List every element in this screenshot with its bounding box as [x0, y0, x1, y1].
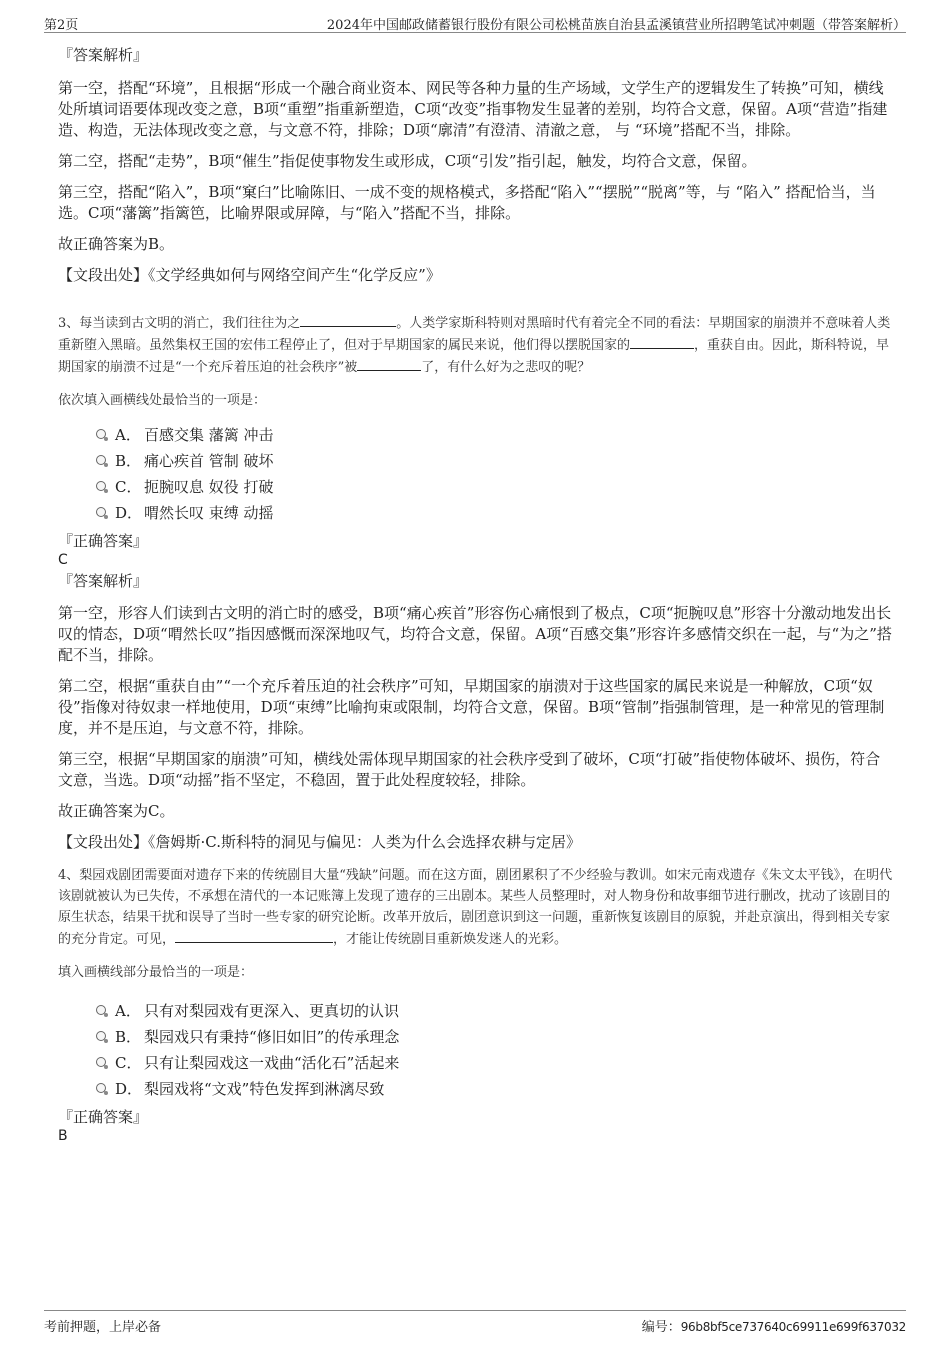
radio-icon[interactable] [96, 481, 106, 491]
code-label: 编号： [641, 1320, 681, 1335]
analysis-paragraph: 第三空，搭配“陷入”，B项“窠臼”比喻陈旧、一成不变的规格模式，多搭配“陷入”“摆脱”“脱离”等，与 “陷入” 搭配恰当，当选。C项“藩篱”指篱笆，比喻界限或屏障，与“陷入”搭配不当，排除。 [58, 183, 876, 222]
footer-slogan: 考前押题，上岸必备 [44, 1320, 162, 1335]
option-text: 梨园戏只有秉持“修旧如旧”的传承理念 [144, 1028, 400, 1046]
option-text: 百感交集 藩篱 冲击 [144, 426, 274, 444]
analysis-paragraph: 第二空，根据“重获自由”“一个充斥着压迫的社会秩序”可知，早期国家的崩溃对于这些国家的属民来说是一种解放，C项“奴役”指像对待奴隶一样地使用，D项“束缚”比喻拘束或限制，均符合文意，保留。B项“管制”指强制管理，是一种常见的管理制度，并不是压迫，与文意不符，排除。 [58, 677, 885, 737]
question-4-prompt: 填入画横线部分最恰当的一项是： [58, 965, 254, 980]
fill-blank [630, 334, 694, 349]
correct-answer-label: 『正确答案』 [58, 1108, 149, 1126]
option-letter: D． [115, 1080, 143, 1098]
correct-answer-label: 『正确答案』 [58, 532, 149, 550]
option-b[interactable] [58, 447, 893, 473]
footer-code [642, 1316, 906, 1335]
source-citation: 【文段出处】《詹姆斯·C.斯科特的洞见与偏见：人类为什么会选择农耕与定居》 [58, 833, 581, 851]
option-text: 只有对梨园戏有更深入、更真切的认识 [144, 1002, 400, 1020]
analysis-paragraph: 第一空，形容人们读到古文明的消亡时的感受，B项“痛心疾首”形容伤心痛恨到了极点，C项“扼腕叹息”形容十分激动地发出长叹的情态，D项“喟然长叹”指因感慨而深深地叹气，均符合文意，保留。A项“百感交集”形容许多感情交织在一起，与“为之”搭配不当，排除。 [58, 604, 892, 664]
option-b[interactable] [58, 1023, 893, 1049]
option-text: 扼腕叹息 奴役 打破 [144, 478, 274, 496]
radio-icon[interactable] [96, 429, 106, 439]
option-text: 痛心疾首 管制 破坏 [144, 452, 274, 470]
document-body [58, 45, 893, 1145]
option-c[interactable] [58, 473, 893, 499]
code-value: 96b8bf5ce737640c69911e699f637032 [680, 1320, 906, 1334]
analysis-paragraph: 第一空，搭配“环境”，且根据“形成一个融合商业资本、网民等各种力量的生产场域，文学生产的逻辑发生了转换”可知，横线处所填词语要体现改变之意，B项“重塑”指重新塑造，C项“改变”指事物发生显著的差别，均符合文意，保留。A项“营造”指建造、构造，无法体现改变之意，与文意不符，排除；D项“廓清”有澄清、清澈之意， 与 “环境”搭配不当，排除。 [58, 79, 888, 139]
correct-answer: B [58, 1128, 68, 1144]
option-a[interactable] [58, 997, 893, 1023]
document-title: 2024年中国邮政储蓄银行股份有限公司松桃苗族自治县孟溪镇营业所招聘笔试冲刺题（带答案解析） [326, 18, 906, 33]
question-3-prompt: 依次填入画横线处最恰当的一项是： [58, 393, 267, 408]
radio-icon[interactable] [96, 1031, 106, 1041]
stem-text: 3、每当读到古文明的消亡，我们往往为之 [58, 316, 301, 331]
analysis-label: 『答案解析』 [58, 46, 149, 64]
stem-text: 4、梨园戏剧团需要面对遗存下来的传统剧目大量“残缺”问题。而在这方面，剧团累积了不少经验与教训。如宋元南戏遗存《朱文太平钱》，在明代该剧就被认为已失传，不承想在清代的一本记账簿上发现了遗存的三出剧本。某些人员整理时，对人物身份和故事细节进行删改，扰动了该剧目的原生状态，结果干扰和误导了当时一些专家的研究论断。改革开放后，剧团意识到这一问题，重新恢复该剧目的原貌，并赴京演出，得到相关专家的充分肯定。可见， [58, 868, 893, 947]
stem-text: 了，有什么好为之悲叹的呢？ [421, 360, 591, 375]
page-number: 第2页 [44, 18, 79, 33]
option-text: 梨园戏将“文戏”特色发挥到淋漓尽致 [144, 1080, 385, 1098]
correct-answer: C [58, 552, 68, 568]
option-letter: C． [115, 478, 142, 496]
option-letter: C． [115, 1054, 142, 1072]
option-letter: A． [115, 426, 141, 444]
stem-text: 。人类学家斯科特则对黑暗时代有着完全不同的看法：早期国家的崩溃并不意味着人类重新堕入黑暗。虽然集权王国的宏伟工程停止了，但对于早期国家的属民来说，他们得以摆脱国家的 [58, 316, 891, 353]
analysis-paragraph: 第二空，搭配“走势”，B项“催生”指促使事物发生或形成，C项“引发”指引起，触发，均符合文意，保留。 [58, 152, 757, 170]
analysis-label: 『答案解析』 [58, 572, 149, 590]
stem-text: ，才能让传统剧目重新焕发迷人的光彩。 [333, 932, 568, 947]
page-footer [44, 1310, 906, 1335]
option-a[interactable] [58, 421, 893, 447]
fill-blank [300, 312, 396, 327]
option-text: 喟然长叹 束缚 动摇 [144, 504, 274, 522]
question-3-stem [58, 312, 893, 378]
fill-blank [357, 356, 421, 371]
analysis-paragraph: 故正确答案为C。 [58, 802, 175, 820]
stem-text: ，重获自由。因此，斯科特说，早期国家的崩溃不过是“一个充斥着压迫的社会秩序”被 [58, 338, 890, 375]
option-letter: B． [115, 1028, 142, 1046]
option-c[interactable] [58, 1049, 893, 1075]
question-4-stem [58, 865, 893, 950]
option-d[interactable] [58, 499, 893, 525]
radio-icon[interactable] [96, 1083, 106, 1093]
source-citation: 【文段出处】《文学经典如何与网络空间产生“化学反应”》 [58, 266, 441, 284]
question-4-options [58, 997, 893, 1101]
radio-icon[interactable] [96, 507, 106, 517]
option-letter: A． [115, 1002, 141, 1020]
option-text: 只有让梨园戏这一戏曲“活化石”活起来 [144, 1054, 400, 1072]
question-3-options [58, 421, 893, 525]
fill-blank [175, 928, 333, 943]
radio-icon[interactable] [96, 455, 106, 465]
option-letter: D． [115, 504, 143, 522]
analysis-paragraph: 故正确答案为B。 [58, 235, 175, 253]
page-header [44, 12, 906, 33]
radio-icon[interactable] [96, 1057, 106, 1067]
option-d[interactable] [58, 1075, 893, 1101]
analysis-paragraph: 第三空，根据“早期国家的崩溃”可知，横线处需体现早期国家的社会秩序受到了破坏，C项“打破”指使物体破坏、损伤，符合文意，当选。D项“动摇”指不坚定，不稳固，置于此处程度较轻，排除。 [58, 750, 881, 789]
radio-icon[interactable] [96, 1005, 106, 1015]
option-letter: B． [115, 452, 142, 470]
